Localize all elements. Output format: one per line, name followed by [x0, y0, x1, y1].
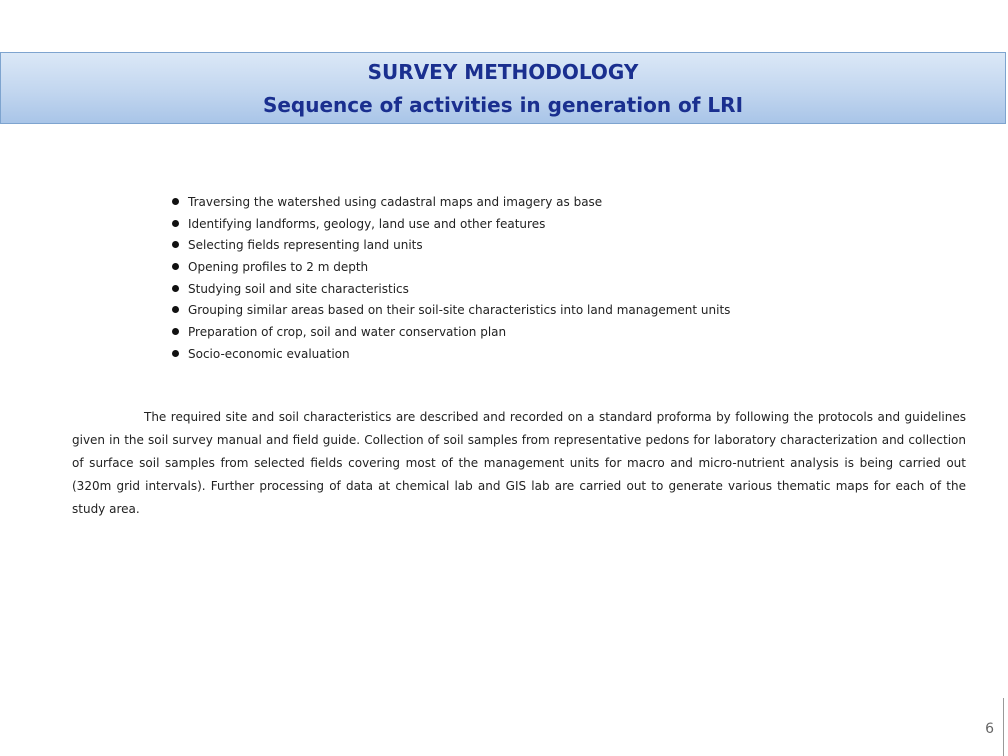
bullet-icon	[172, 241, 179, 248]
title-banner	[0, 52, 1006, 124]
bullet-text: Traversing the watershed using cadastral maps and imagery as base	[188, 195, 603, 209]
activity-bullet-list	[172, 192, 730, 366]
bullet-item	[172, 235, 730, 257]
bullet-item	[172, 322, 730, 344]
bullet-text: Studying soil and site characteristics	[188, 281, 409, 296]
bullet-item	[172, 300, 730, 322]
bullet-icon	[172, 198, 179, 205]
bullet-text: Selecting fields representing land units	[188, 238, 423, 253]
bullet-item	[172, 214, 730, 236]
slide-title: SURVEY METHODOLOGY	[367, 60, 639, 84]
bullet-item	[172, 192, 730, 214]
bullet-icon	[172, 263, 179, 270]
bullet-item	[172, 257, 730, 279]
slide-subtitle: Sequence of activities in generation of LRI	[262, 93, 744, 117]
page-frame-divider	[1003, 698, 1004, 756]
page-number: 6	[985, 721, 994, 737]
bullet-text: Identifying landforms, geology, land use and other features	[188, 216, 546, 231]
bullet-text: Grouping similar areas based on their soil-site characteristics into land management units	[188, 303, 731, 318]
bullet-text: Opening profiles to 2 m depth	[188, 260, 369, 275]
bullet-item	[172, 344, 730, 366]
bullet-icon	[172, 220, 179, 227]
bullet-item	[172, 279, 730, 301]
bullet-icon	[172, 328, 179, 335]
methodology-paragraph: The required site and soil characteristics are described and recorded on a standard proforma by following the protocols and guidelines given in the soil survey manual and field guide. Collection of soil samples from representative pedons for laboratory characterization and collection of surface soil samples from selected fields covering most of the management units for macro and micro-nutrient analysis is being carried out (320m grid intervals). Further processing of data at chemical lab and GIS lab are carried out to generate various thematic maps for each of the study area.	[72, 410, 966, 516]
bullet-icon	[172, 306, 179, 313]
bullet-icon	[172, 350, 179, 357]
bullet-text: Socio-economic evaluation	[188, 346, 350, 361]
bullet-icon	[172, 285, 179, 292]
bullet-text: Preparation of crop, soil and water conservation plan	[188, 325, 507, 340]
